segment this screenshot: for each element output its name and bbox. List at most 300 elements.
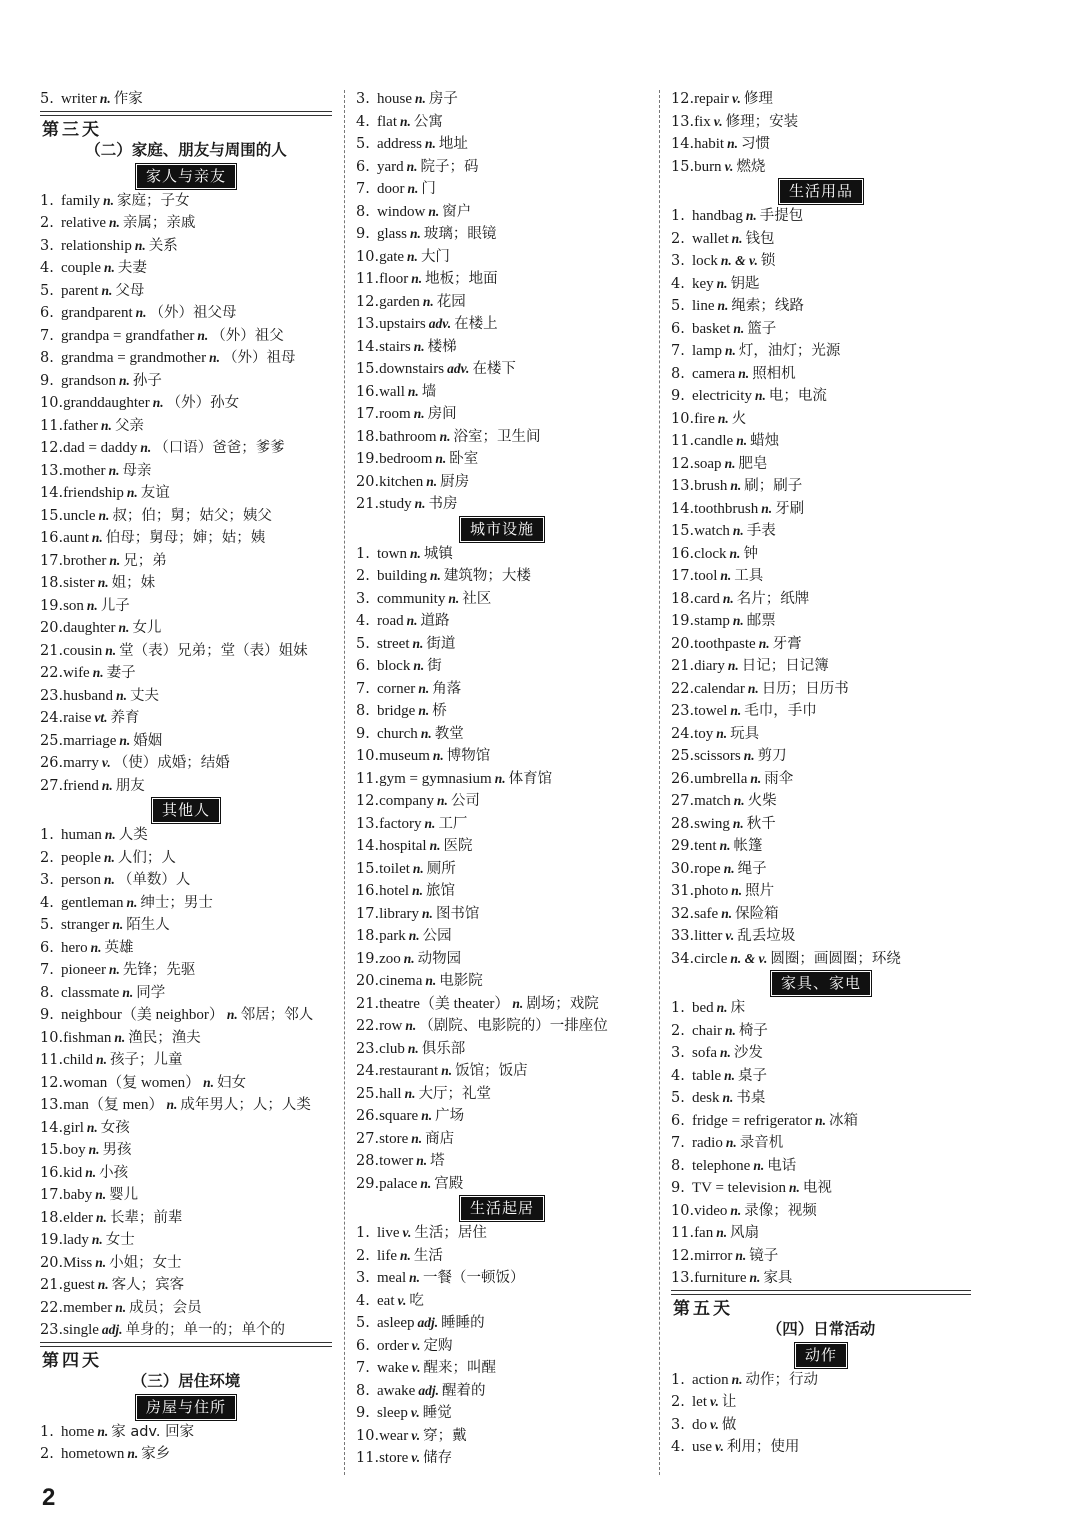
entry-number: 3. (671, 1045, 685, 1061)
vocab-entry (671, 768, 971, 791)
entry-part-of-speech: n. (410, 226, 421, 241)
vocab-entry (356, 156, 648, 179)
entry-meaning: 女士 (105, 1232, 135, 1248)
entry-number: 1. (671, 1371, 685, 1388)
entry-word: home (61, 1423, 95, 1440)
entry-meaning: 女儿 (132, 620, 162, 636)
vocab-entry (356, 1290, 648, 1313)
entry-word: neighbour（美 neighbor） (61, 1007, 224, 1023)
entry-meaning: （剧院、电影院的）一排座位 (419, 1018, 608, 1034)
entry-part-of-speech: v. (411, 1337, 421, 1353)
vocab-entry (671, 340, 971, 363)
entry-meaning: 一餐（一顿饭） (423, 1270, 525, 1286)
entry-number: 8. (356, 203, 370, 220)
entry-meaning: 让 (721, 1394, 737, 1410)
entry-part-of-speech: n. (209, 350, 220, 365)
entry-word: fix (694, 113, 711, 130)
entry-part-of-speech: n. (197, 327, 209, 343)
entry-word: boy (63, 1142, 86, 1158)
column-3 (671, 88, 971, 1459)
entry-number: 5. (356, 635, 370, 652)
entry-number: 12. (356, 793, 380, 809)
entry-word: stamp (694, 613, 730, 629)
entry-meaning: 塔 (430, 1153, 445, 1169)
entry-number: 4. (356, 613, 370, 629)
vocab-entry (40, 640, 332, 663)
entry-part-of-speech: n. (108, 462, 120, 478)
entry-meaning: 桌子 (738, 1067, 768, 1084)
category-label: 城市设施 (461, 518, 543, 541)
entry-number: 10. (671, 1202, 695, 1219)
entry-meaning: 作家 (113, 91, 143, 107)
entry-number: 25. (671, 748, 695, 764)
entry-meaning: 修理；安装 (725, 113, 799, 130)
entry-part-of-speech: n. (127, 1446, 139, 1461)
vocab-entry (671, 835, 971, 858)
entry-part-of-speech: n. & v. (720, 253, 758, 268)
entry-part-of-speech: n. (140, 440, 152, 455)
entry-number: 1. (40, 192, 54, 209)
entry-number: 27. (671, 793, 695, 809)
entry-meaning: 邮票 (746, 613, 776, 629)
vocab-entry (671, 655, 971, 678)
entry-meaning: 家庭；子女 (117, 192, 190, 209)
category-label: 其他人 (153, 799, 219, 822)
entry-part-of-speech: v. (410, 1405, 420, 1420)
entry-meaning: 厨房 (440, 473, 470, 490)
entry-part-of-speech: n. (412, 883, 423, 898)
entry-meaning: 在楼上 (454, 316, 498, 332)
entry-number: 10. (356, 748, 380, 764)
entry-meaning: 利用；使用 (726, 1439, 800, 1455)
entry-meaning: 冰箱 (828, 1112, 858, 1129)
vocab-entry (671, 1065, 971, 1088)
day-header (671, 1290, 971, 1319)
vocab-entry (40, 707, 332, 730)
vocab-entry (356, 88, 648, 111)
vocab-entry (671, 273, 971, 296)
entry-part-of-speech: n. (96, 1052, 107, 1067)
vocab-entry (671, 1369, 971, 1392)
entry-meaning: 渔民；渔夫 (128, 1029, 201, 1046)
entry-meaning: 绳子 (737, 860, 767, 877)
vocab-entry (671, 790, 971, 813)
entry-part-of-speech: n. (730, 478, 742, 493)
entry-meaning: 兄；弟 (123, 552, 167, 569)
entry-number: 15. (671, 158, 695, 175)
vocab-entry (40, 982, 332, 1005)
entry-part-of-speech: n. (420, 725, 432, 741)
entry-word: community (377, 590, 446, 607)
entry-meaning: 镜子 (749, 1247, 779, 1264)
entry-part-of-speech: n. (743, 748, 755, 763)
entry-number: 18. (356, 928, 380, 944)
entry-word: store (379, 1450, 409, 1466)
entry-number: 34. (671, 950, 695, 967)
entry-part-of-speech: n. (119, 732, 131, 748)
entry-part-of-speech: n. (747, 680, 759, 696)
entry-part-of-speech: n. (98, 507, 110, 523)
vocab-entry (40, 752, 332, 775)
vocab-entry (671, 228, 971, 251)
entry-meaning: 城镇 (423, 545, 453, 562)
vocab-entry (356, 903, 648, 926)
entry-part-of-speech: n. (108, 962, 120, 977)
entry-word: soap (694, 455, 722, 472)
entry-number: 12. (356, 293, 380, 310)
entry-part-of-speech: n. (736, 433, 748, 448)
entry-meaning: 男孩 (102, 1142, 132, 1158)
entry-meaning: 钟 (743, 545, 758, 562)
entry-number: 15. (671, 523, 695, 539)
entry-part-of-speech: n. (112, 917, 124, 932)
entry-word: road (377, 613, 404, 629)
entry-number: 3. (356, 1270, 370, 1286)
entry-number: 2. (40, 849, 54, 866)
entry-number: 21. (356, 496, 380, 512)
entry-word: line (692, 298, 715, 314)
entry-number: 25. (356, 1085, 380, 1102)
entry-word: square (379, 1108, 419, 1124)
category-label: 动作 (796, 1344, 846, 1367)
entry-number: 9. (356, 1405, 370, 1421)
entry-part-of-speech: n. (116, 687, 127, 703)
entry-part-of-speech: v. (724, 158, 734, 174)
entry-part-of-speech: v. (710, 1394, 719, 1409)
entry-meaning: 单身的；单一的；单个的 (125, 1322, 286, 1338)
entry-number: 19. (356, 950, 380, 967)
entry-meaning: 商店 (425, 1130, 455, 1147)
vocab-entry (671, 1177, 971, 1200)
vocab-entry (671, 205, 971, 228)
vocab-entry (356, 133, 648, 156)
entry-word: pioneer (61, 962, 106, 978)
entry-meaning: 浴室；卫生间 (453, 428, 541, 445)
entry-meaning: 陌生人 (126, 917, 170, 933)
entry-number: 7. (671, 1135, 685, 1151)
entry-part-of-speech: n. (400, 1247, 411, 1263)
entry-number: 11. (40, 1052, 64, 1068)
entry-number: 15. (40, 507, 64, 524)
vocab-entry (40, 959, 332, 982)
entry-number: 4. (671, 275, 685, 292)
vocab-entry (356, 1128, 648, 1151)
category-banner (671, 1342, 971, 1369)
entry-meaning: 孩子；儿童 (109, 1052, 183, 1068)
entry-meaning: 家乡 (141, 1446, 171, 1462)
entry-meaning: 街道 (426, 635, 456, 652)
entry-number: 16. (40, 1164, 64, 1181)
entry-meaning: 灯，油灯；光源 (738, 343, 841, 359)
entry-word: asleep (377, 1315, 415, 1331)
vocab-entry (356, 268, 648, 291)
vocab-entry (671, 453, 971, 476)
entry-word: building (377, 568, 428, 584)
entry-part-of-speech: v. (402, 1225, 412, 1240)
entry-number: 17. (40, 552, 64, 569)
entry-word: hospital (379, 838, 427, 854)
vocab-entry (356, 880, 648, 903)
entry-part-of-speech: n. (725, 1135, 737, 1150)
entry-part-of-speech: n. (91, 1232, 103, 1247)
entry-meaning: 肥皂 (738, 455, 768, 472)
entry-number: 3. (40, 237, 54, 254)
entry-word: sleep (377, 1405, 408, 1421)
entry-word: repair (694, 91, 730, 107)
entry-part-of-speech: n. (406, 613, 418, 628)
entry-word: raise (63, 710, 92, 726)
entry-part-of-speech: n. (721, 905, 733, 921)
entry-number: 23. (356, 1040, 380, 1057)
entry-number: 1. (671, 1000, 685, 1016)
entry-number: 16. (356, 883, 380, 899)
entry-word: stranger (61, 917, 110, 933)
vocab-entry (40, 302, 332, 325)
entry-part-of-speech: n. (115, 1299, 127, 1315)
entry-number: 17. (671, 568, 695, 584)
vocab-entry (671, 1267, 971, 1290)
vocab-entry (356, 246, 648, 269)
vocab-entry (671, 363, 971, 386)
entry-word: match (694, 793, 731, 809)
entry-meaning: 沙发 (733, 1045, 763, 1061)
entry-meaning: 旅馆 (425, 883, 455, 899)
entry-meaning: 博物馆 (446, 748, 491, 764)
entry-word: use (692, 1439, 712, 1455)
entry-word: radio (692, 1135, 723, 1151)
day-title: 第四天 (42, 1350, 102, 1371)
vocab-entry (356, 381, 648, 404)
entry-part-of-speech: n. (411, 271, 423, 286)
entry-word: Miss (63, 1254, 93, 1271)
category-banner (671, 178, 971, 205)
entry-part-of-speech: n. (97, 1423, 109, 1439)
entry-number: 32. (671, 905, 695, 922)
entry-meaning: 成员；会员 (129, 1299, 202, 1316)
entry-part-of-speech: n. (414, 496, 426, 511)
entry-number: 21. (356, 995, 380, 1012)
entry-number: 15. (40, 1142, 64, 1158)
entry-part-of-speech: n. (407, 383, 419, 399)
vocab-entry (40, 775, 332, 798)
entry-word: dad = daddy (63, 440, 138, 456)
entry-part-of-speech: n. (716, 725, 728, 741)
vocab-entry (40, 190, 332, 213)
entry-number: 28. (356, 1153, 380, 1169)
entry-number: 18. (40, 575, 64, 591)
entry-part-of-speech: n. (731, 230, 743, 246)
entry-number: 10. (356, 248, 380, 265)
entry-part-of-speech: n. (166, 1097, 178, 1112)
entry-part-of-speech: adv. (428, 316, 452, 331)
entry-word: grandson (61, 372, 116, 389)
entry-part-of-speech: n. (717, 410, 729, 426)
entry-word: electricity (692, 388, 752, 404)
entry-meaning: 儿子 (100, 597, 130, 614)
entry-word: company (379, 793, 435, 809)
entry-number: 12. (40, 440, 64, 456)
entry-part-of-speech: n. (97, 575, 109, 590)
entry-number: 9. (356, 226, 370, 242)
entry-number: 13. (671, 1270, 695, 1286)
entry-part-of-speech: n. (758, 635, 770, 651)
entry-part-of-speech: n. (413, 406, 425, 421)
vocab-entry (671, 813, 971, 836)
vocab-entry (356, 1380, 648, 1403)
entry-part-of-speech: n. (101, 777, 113, 793)
entry-part-of-speech: v. (732, 91, 741, 106)
entry-word: glass (377, 226, 407, 242)
entry-meaning: 锁 (760, 253, 776, 269)
vocab-entry (671, 498, 971, 521)
entry-part-of-speech: n. (407, 1040, 419, 1056)
entry-part-of-speech: adj. (418, 1382, 439, 1398)
vocab-entry (356, 111, 648, 134)
entry-meaning: 孙子 (132, 372, 162, 389)
entry-meaning: （口语）爸爸；爹爹 (154, 440, 285, 456)
vocab-entry (40, 617, 332, 640)
entry-number: 9. (40, 1007, 54, 1023)
entry-word: furniture (694, 1270, 747, 1286)
vocab-entry (356, 925, 648, 948)
vocab-entry (40, 685, 332, 708)
entry-part-of-speech: v. (411, 1360, 421, 1375)
entry-number: 8. (356, 703, 370, 719)
entry-part-of-speech: n. (90, 939, 102, 955)
entry-part-of-speech: n. (733, 793, 745, 808)
entry-number: 4. (40, 894, 54, 911)
entry-number: 11. (356, 1450, 380, 1466)
entry-part-of-speech: n. (412, 635, 424, 651)
entry-word: mother (63, 462, 106, 479)
entry-word: father (63, 417, 99, 434)
entry-number: 17. (356, 406, 380, 422)
vocab-entry (40, 212, 332, 235)
entry-meaning: 教堂 (434, 725, 464, 742)
vocab-entry (356, 543, 648, 566)
entry-word: relative (61, 215, 106, 231)
vocab-entry (40, 1117, 332, 1140)
entry-part-of-speech: n. (750, 770, 762, 786)
entry-part-of-speech: n. (717, 298, 729, 313)
vocab-entry (671, 295, 971, 318)
entry-part-of-speech: n. (815, 1112, 826, 1128)
entry-number: 2. (356, 1247, 370, 1264)
vocab-entry (671, 1200, 971, 1223)
entry-part-of-speech: n. (122, 984, 134, 1000)
entry-word: table (692, 1067, 722, 1084)
entry-word: child (63, 1052, 94, 1068)
entry-meaning: 圆圈；画圆圈；环绕 (770, 950, 901, 967)
entry-number: 21. (40, 1277, 64, 1293)
entry-part-of-speech: v. (715, 1439, 724, 1454)
entry-meaning: 在楼下 (472, 361, 516, 377)
entry-meaning: 广场 (435, 1108, 465, 1124)
vocab-entry (356, 336, 648, 359)
entry-part-of-speech: n. (108, 215, 120, 230)
vocab-entry (671, 520, 971, 543)
vocab-entry (40, 415, 332, 438)
vocab-entry (40, 1297, 332, 1320)
entry-meaning: 公司 (450, 793, 480, 809)
entry-word: house (377, 91, 412, 107)
entry-number: 16. (671, 545, 695, 562)
entry-part-of-speech: n. (731, 883, 743, 898)
entry-number: 7. (40, 327, 54, 344)
entry-number: 2. (40, 215, 54, 231)
entry-number: 19. (671, 613, 695, 629)
category-label: 家具、家电 (772, 972, 870, 995)
column-1 (40, 88, 332, 1466)
entry-meaning: 婴儿 (109, 1187, 139, 1203)
entry-word: writer (61, 91, 97, 107)
entry-part-of-speech: v. (725, 928, 735, 943)
vocab-entry (671, 250, 971, 273)
vocab-entry (356, 655, 648, 678)
entry-part-of-speech: v. (411, 1427, 421, 1443)
entry-number: 10. (356, 1427, 380, 1444)
entry-number: 13. (671, 113, 695, 130)
column-divider (659, 90, 660, 1475)
entry-meaning: 日历；日历书 (761, 680, 849, 697)
entry-word: eat (377, 1292, 395, 1309)
entry-number: 26. (356, 1108, 380, 1124)
entry-meaning: 建筑物；大楼 (443, 568, 531, 584)
entry-meaning: 定购 (423, 1337, 453, 1354)
entry-meaning: 先锋；先驱 (122, 962, 196, 978)
entry-part-of-speech: n. (432, 748, 444, 763)
entry-word: human (61, 827, 102, 843)
entry-meaning: 道路 (420, 613, 450, 629)
entry-meaning: 绳索；线路 (731, 298, 804, 314)
entry-word: hall (379, 1085, 402, 1102)
entry-meaning: 桥 (432, 703, 447, 719)
vocab-entry (671, 678, 971, 701)
entry-word: parent (61, 282, 99, 299)
entry-meaning: 姐；妹 (111, 575, 156, 591)
category-banner (40, 1394, 332, 1421)
entry-meaning: 生活；居住 (414, 1225, 487, 1241)
entry-meaning: 电视 (802, 1180, 832, 1196)
entry-meaning: 书房 (428, 496, 458, 512)
entry-word: town (377, 545, 407, 562)
entry-meaning: 父亲 (114, 417, 144, 434)
entry-word: guest (63, 1277, 95, 1293)
vocab-entry (40, 370, 332, 393)
entry-meaning: 毛巾，手巾 (744, 703, 817, 719)
entry-word: brother (63, 552, 107, 569)
entry-number: 24. (356, 1063, 380, 1079)
entry-meaning: 地板；地面 (425, 271, 498, 287)
entry-word: gym = gymnasium (379, 770, 492, 787)
entry-meaning: 门 (421, 181, 436, 197)
entry-part-of-speech: n. (407, 248, 418, 264)
entry-word: diary (694, 658, 725, 674)
entry-part-of-speech: n. (421, 1108, 433, 1123)
vocab-entry (40, 1184, 332, 1207)
entry-number: 23. (40, 1322, 64, 1338)
vocab-entry (356, 948, 648, 971)
vocab-entry (40, 1162, 332, 1185)
entry-word: grandpa = grandfather (61, 327, 195, 344)
vocab-entry (671, 880, 971, 903)
vocab-entry (40, 1004, 332, 1027)
entry-part-of-speech: n. (424, 815, 436, 831)
vocab-entry (40, 280, 332, 303)
entry-meaning: 社区 (462, 590, 492, 607)
vocab-entry (671, 156, 971, 179)
entry-number: 1. (671, 208, 685, 224)
